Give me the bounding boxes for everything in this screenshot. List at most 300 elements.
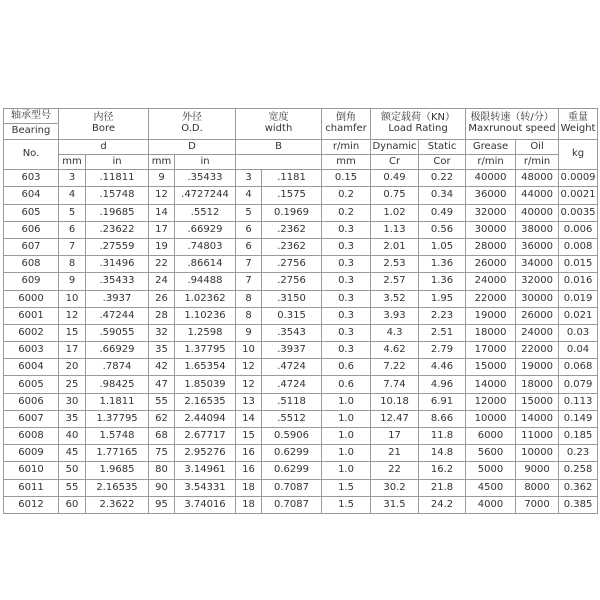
table-cell: .66929 (86, 342, 149, 359)
table-cell: 19 (149, 238, 175, 255)
table-cell: .27559 (86, 238, 149, 255)
table-row (4, 479, 598, 496)
table-cell: 1.37795 (175, 342, 236, 359)
table-cell: 62 (149, 410, 175, 427)
table-cell: 0.006 (559, 221, 598, 238)
table-cell: 0.0009 (559, 170, 598, 187)
table-cell: 31.5 (371, 496, 419, 513)
table-cell: 40 (59, 428, 86, 445)
table-row (4, 376, 598, 393)
table-cell: 1.0 (322, 445, 371, 462)
table-cell: 0.6 (322, 359, 371, 376)
table-cell: 8 (236, 307, 262, 324)
table-cell: 18000 (516, 376, 559, 393)
table-cell: 1.95 (419, 290, 466, 307)
table-cell: 15000 (466, 359, 516, 376)
table-cell: 6002 (4, 324, 59, 341)
header-bore-mm: mm (59, 154, 86, 169)
table-cell: .19685 (86, 204, 149, 221)
table-cell: 7000 (516, 496, 559, 513)
table-cell: 0.49 (419, 204, 466, 221)
table-cell: 0.7087 (262, 496, 322, 513)
table-cell: 1.5748 (86, 428, 149, 445)
table-cell: 7.74 (371, 376, 419, 393)
table-cell: 1.02362 (175, 290, 236, 307)
table-cell: 0.6 (322, 376, 371, 393)
header-width (236, 109, 322, 140)
header-load (371, 109, 466, 140)
table-cell: 0.2 (322, 204, 371, 221)
table-cell: 0.3 (322, 273, 371, 290)
table-cell: 24.2 (419, 496, 466, 513)
table-cell: 607 (4, 238, 59, 255)
table-cell: 32000 (466, 204, 516, 221)
table-cell: 0.3 (322, 324, 371, 341)
table-cell: 6008 (4, 428, 59, 445)
table-cell: 1.10236 (175, 307, 236, 324)
table-cell: 21.8 (419, 479, 466, 496)
table-cell: 90 (149, 479, 175, 496)
table-cell: 6001 (4, 307, 59, 324)
table-cell: 6.91 (419, 393, 466, 410)
header-bearing-cn: 轴承型号 (4, 109, 59, 124)
table-row (4, 410, 598, 427)
table-cell: 17 (371, 428, 419, 445)
table-header (4, 109, 598, 170)
table-cell: 10000 (466, 410, 516, 427)
table-cell: 0.113 (559, 393, 598, 410)
table-cell: 0.1969 (262, 204, 322, 221)
table-cell: 4.96 (419, 376, 466, 393)
table-cell: 18 (236, 496, 262, 513)
header-load-cn: 额定载荷（KN） (381, 112, 456, 124)
table-cell: 7 (236, 273, 262, 290)
table-cell: 30000 (466, 221, 516, 238)
table-cell: .4724 (262, 359, 322, 376)
table-cell: 10 (59, 290, 86, 307)
table-cell: 0.7087 (262, 479, 322, 496)
table-body (4, 170, 598, 514)
table-cell: 8 (59, 256, 86, 273)
table-cell: 17 (149, 221, 175, 238)
table-cell: .2362 (262, 238, 322, 255)
table-cell: 5 (59, 204, 86, 221)
table-cell: 6000 (4, 290, 59, 307)
header-dynamic: Dynamic (371, 139, 419, 154)
table-cell: 9000 (516, 462, 559, 479)
table-cell: 3 (59, 170, 86, 187)
header-width-cn: 宽度 (268, 112, 289, 124)
table-cell: 0.3 (322, 256, 371, 273)
table-cell: 18 (236, 479, 262, 496)
table-row (4, 496, 598, 513)
table-cell: .2756 (262, 256, 322, 273)
header-bearing-en2: No. (4, 139, 59, 170)
table-cell: 8000 (516, 479, 559, 496)
table-cell: 42 (149, 359, 175, 376)
table-cell: .3150 (262, 290, 322, 307)
header-bearing-en1: Bearing (4, 124, 59, 139)
table-cell: 4.62 (371, 342, 419, 359)
table-cell: .2362 (262, 221, 322, 238)
table-cell: 0.019 (559, 290, 598, 307)
table-cell: .1181 (262, 170, 322, 187)
table-row (4, 256, 598, 273)
table-cell: 1.1811 (86, 393, 149, 410)
table-cell: 24000 (516, 324, 559, 341)
table-cell: 604 (4, 187, 59, 204)
table-cell: 26 (149, 290, 175, 307)
table-cell: 0.5906 (262, 428, 322, 445)
table-row (4, 204, 598, 221)
table-cell: 18000 (466, 324, 516, 341)
table-cell: 30000 (516, 290, 559, 307)
table-cell: 1.36 (419, 273, 466, 290)
table-cell: 3 (236, 170, 262, 187)
table-cell: .94488 (175, 273, 236, 290)
table-cell: 10.18 (371, 393, 419, 410)
table-cell: .7874 (86, 359, 149, 376)
table-cell: 1.0 (322, 393, 371, 410)
table-cell: 609 (4, 273, 59, 290)
table-cell: 6007 (4, 410, 59, 427)
table-cell: 24 (149, 273, 175, 290)
table-cell: 14000 (466, 376, 516, 393)
table-cell: 1.0 (322, 462, 371, 479)
header-grease: Grease (466, 139, 516, 154)
header-bore-in: in (86, 154, 149, 169)
table-row (4, 170, 598, 187)
table-cell: 0.04 (559, 342, 598, 359)
table-cell: 6000 (466, 428, 516, 445)
table-cell: .4727244 (175, 187, 236, 204)
table-cell: 1.77165 (86, 445, 149, 462)
table-cell: 22 (149, 256, 175, 273)
table-cell: 75 (149, 445, 175, 462)
header-speed (466, 109, 559, 140)
header-chamfer-unit-top: r/min (322, 139, 371, 154)
header-bore (59, 109, 149, 140)
table-cell: 2.01 (371, 238, 419, 255)
table-cell: 14000 (516, 410, 559, 427)
table-cell: .5512 (175, 204, 236, 221)
table-cell: 7 (236, 256, 262, 273)
table-cell: 6012 (4, 496, 59, 513)
table-cell: 2.95276 (175, 445, 236, 462)
table-cell: 3.14961 (175, 462, 236, 479)
table-cell: 20 (59, 359, 86, 376)
header-oil: Oil (516, 139, 559, 154)
table-cell: 2.57 (371, 273, 419, 290)
table-cell: 19000 (466, 307, 516, 324)
header-weight (559, 109, 598, 140)
table-cell: 0.15 (322, 170, 371, 187)
header-bore-cn: 内径 (93, 112, 114, 124)
table-cell: 16 (236, 462, 262, 479)
header-speed-en: Maxrunout speed (468, 123, 556, 135)
table-cell: .66929 (175, 221, 236, 238)
table-cell: 14 (236, 410, 262, 427)
table-cell: .3543 (262, 324, 322, 341)
table-cell: 95 (149, 496, 175, 513)
table-cell: 4 (236, 187, 262, 204)
header-chamfer-en: chamfer (325, 123, 367, 135)
table-cell: .47244 (86, 307, 149, 324)
table-cell: 1.5 (322, 496, 371, 513)
table-cell: 6 (236, 221, 262, 238)
table-cell: 0.315 (262, 307, 322, 324)
table-row (4, 307, 598, 324)
table-cell: 60 (59, 496, 86, 513)
table-cell: 30.2 (371, 479, 419, 496)
table-cell: 25 (59, 376, 86, 393)
table-cell: 8 (236, 290, 262, 307)
table-row (4, 187, 598, 204)
table-cell: 7 (59, 238, 86, 255)
table-cell: 12 (236, 376, 262, 393)
bearing-spec-table (3, 108, 598, 514)
table-cell: 6006 (4, 393, 59, 410)
header-od (149, 109, 236, 140)
table-cell: 0.2 (322, 187, 371, 204)
table-cell: 26000 (516, 307, 559, 324)
table-cell: .23622 (86, 221, 149, 238)
table-cell: .1575 (262, 187, 322, 204)
table-cell: 24000 (466, 273, 516, 290)
header-speed-cn: 极限转速（转/分） (470, 112, 554, 124)
table-cell: 36000 (466, 187, 516, 204)
table-cell: 0.185 (559, 428, 598, 445)
table-cell: 0.03 (559, 324, 598, 341)
table-cell: 40000 (516, 204, 559, 221)
table-cell: 0.362 (559, 479, 598, 496)
table-cell: 0.008 (559, 238, 598, 255)
table-cell: 0.6299 (262, 445, 322, 462)
table-cell: 22000 (516, 342, 559, 359)
table-cell: .98425 (86, 376, 149, 393)
table-cell: 2.3622 (86, 496, 149, 513)
table-cell: 608 (4, 256, 59, 273)
table-row (4, 238, 598, 255)
table-cell: .11811 (86, 170, 149, 187)
table-cell: 12 (236, 359, 262, 376)
table-row (4, 273, 598, 290)
table-cell: .74803 (175, 238, 236, 255)
table-cell: .35433 (86, 273, 149, 290)
table-cell: 0.0035 (559, 204, 598, 221)
table-cell: .3937 (262, 342, 322, 359)
table-row (4, 428, 598, 445)
header-oil-unit: r/min (516, 154, 559, 169)
table-cell: 12.47 (371, 410, 419, 427)
header-width-unit (236, 154, 322, 169)
table-cell: 28 (149, 307, 175, 324)
table-cell: 0.3 (322, 307, 371, 324)
table-cell: 11000 (516, 428, 559, 445)
table-cell: 2.16535 (86, 479, 149, 496)
table-cell: 5000 (466, 462, 516, 479)
table-cell: 4 (59, 187, 86, 204)
table-cell: 30 (59, 393, 86, 410)
table-cell: 0.385 (559, 496, 598, 513)
table-row (4, 290, 598, 307)
table-cell: 9 (236, 324, 262, 341)
table-cell: 9 (59, 273, 86, 290)
table-cell: 34000 (516, 256, 559, 273)
table-cell: 6009 (4, 445, 59, 462)
table-cell: 1.37795 (86, 410, 149, 427)
table-cell: 1.36 (419, 256, 466, 273)
table-cell: 2.79 (419, 342, 466, 359)
table-cell: 0.015 (559, 256, 598, 273)
header-weight-cn: 重量 (568, 112, 589, 124)
header-cor: Cor (419, 154, 466, 169)
table-cell: 605 (4, 204, 59, 221)
table-cell: 32000 (516, 273, 559, 290)
table-cell: .2756 (262, 273, 322, 290)
table-row (4, 324, 598, 341)
table-cell: 6004 (4, 359, 59, 376)
table-cell: 4.3 (371, 324, 419, 341)
table-cell: 0.068 (559, 359, 598, 376)
header-od-cn: 外径 (182, 112, 202, 124)
table-cell: .15748 (86, 187, 149, 204)
table-cell: 3.54331 (175, 479, 236, 496)
table-cell: 4000 (466, 496, 516, 513)
table-cell: 22 (371, 462, 419, 479)
table-cell: 12 (59, 307, 86, 324)
table-cell: 5 (236, 204, 262, 221)
table-cell: 0.3 (322, 342, 371, 359)
table-cell: 44000 (516, 187, 559, 204)
table-cell: 0.3 (322, 238, 371, 255)
table-cell: 10 (236, 342, 262, 359)
table-cell: 35 (149, 342, 175, 359)
header-od-mm: mm (149, 154, 175, 169)
table-cell: 38000 (516, 221, 559, 238)
header-weight-en: Weight (560, 123, 596, 135)
table-cell: 1.02 (371, 204, 419, 221)
table-cell: .5118 (262, 393, 322, 410)
table-cell: 0.3 (322, 290, 371, 307)
table-cell: 28000 (466, 238, 516, 255)
table-cell: 0.23 (559, 445, 598, 462)
table-cell: 11.8 (419, 428, 466, 445)
table-cell: 55 (59, 479, 86, 496)
table-cell: 35 (59, 410, 86, 427)
table-cell: 1.0 (322, 428, 371, 445)
table-cell: 1.65354 (175, 359, 236, 376)
table-cell: 1.2598 (175, 324, 236, 341)
header-cr: Cr (371, 154, 419, 169)
table-row (4, 221, 598, 238)
table-cell: 48000 (516, 170, 559, 187)
table-cell: 16.2 (419, 462, 466, 479)
header-load-en: Load Rating (388, 123, 448, 135)
table-cell: .86614 (175, 256, 236, 273)
table-cell: 26000 (466, 256, 516, 273)
table-cell: 55 (149, 393, 175, 410)
table-cell: 80 (149, 462, 175, 479)
table-cell: 6 (59, 221, 86, 238)
table-cell: 6003 (4, 342, 59, 359)
table-cell: 0.34 (419, 187, 466, 204)
header-od-symbol: D (149, 139, 236, 154)
table-cell: 15000 (516, 393, 559, 410)
table-cell: 1.5 (322, 479, 371, 496)
table-cell: 14.8 (419, 445, 466, 462)
table-cell: 45 (59, 445, 86, 462)
header-chamfer-unit-bottom: mm (322, 154, 371, 169)
table-cell: 1.9685 (86, 462, 149, 479)
table-cell: .3937 (86, 290, 149, 307)
table-cell: 0.258 (559, 462, 598, 479)
header-width-en: width (264, 123, 293, 135)
table-cell: 50 (59, 462, 86, 479)
header-grease-unit: r/min (466, 154, 516, 169)
table-cell: 12000 (466, 393, 516, 410)
table-cell: 0.149 (559, 410, 598, 427)
table-cell: 15 (236, 428, 262, 445)
table-cell: .4724 (262, 376, 322, 393)
table-cell: 21 (371, 445, 419, 462)
table-cell: 6005 (4, 376, 59, 393)
table-row (4, 445, 598, 462)
header-weight-unit: kg (559, 139, 598, 170)
table-cell: 4.46 (419, 359, 466, 376)
table-cell: 16 (236, 445, 262, 462)
table-cell: 0.3 (322, 221, 371, 238)
table-cell: .31496 (86, 256, 149, 273)
table-cell: 68 (149, 428, 175, 445)
table-cell: 1.05 (419, 238, 466, 255)
header-bore-symbol: d (59, 139, 149, 154)
table-cell: 0.016 (559, 273, 598, 290)
header-od-in: in (175, 154, 236, 169)
table-cell: 0.75 (371, 187, 419, 204)
table-cell: 0.079 (559, 376, 598, 393)
table-cell: 6011 (4, 479, 59, 496)
table-cell: 2.53 (371, 256, 419, 273)
table-cell: 3.93 (371, 307, 419, 324)
table-cell: 15 (59, 324, 86, 341)
table-cell: 1.13 (371, 221, 419, 238)
table-cell: 6 (236, 238, 262, 255)
table-cell: 32 (149, 324, 175, 341)
table-row (4, 393, 598, 410)
table-row (4, 342, 598, 359)
table-row (4, 359, 598, 376)
table-cell: 8.66 (419, 410, 466, 427)
header-width-symbol: B (236, 139, 322, 154)
table-cell: 47 (149, 376, 175, 393)
table-cell: 1.85039 (175, 376, 236, 393)
header-chamfer-cn: 倒角 (336, 112, 357, 124)
table-cell: 13 (236, 393, 262, 410)
table-cell: 6010 (4, 462, 59, 479)
header-od-en: O.D. (181, 123, 203, 135)
table-cell: 17 (59, 342, 86, 359)
table-cell: 2.44094 (175, 410, 236, 427)
table-cell: 2.51 (419, 324, 466, 341)
table-cell: .5512 (262, 410, 322, 427)
table-cell: 0.56 (419, 221, 466, 238)
header-static: Static (419, 139, 466, 154)
table-cell: 1.0 (322, 410, 371, 427)
table-cell: 4500 (466, 479, 516, 496)
table-cell: 19000 (516, 359, 559, 376)
table-cell: 0.49 (371, 170, 419, 187)
